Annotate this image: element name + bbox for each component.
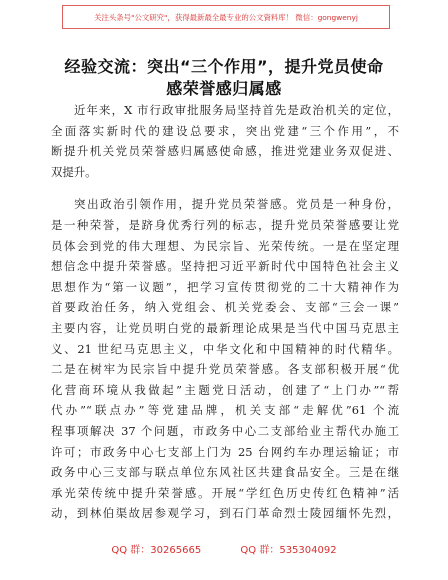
document-title-line-2: 感荣誉感归属感 (166, 79, 282, 98)
text-line: 全面落实新时代的建设总要求，突出党建“三个作用”，不 (51, 123, 399, 138)
text-line: 义、21 世纪马克思主义，中华文化和中国精神的时代精华。 (51, 341, 399, 356)
paragraph-2 (51, 194, 399, 524)
paragraph-1 (51, 100, 399, 182)
text-line: 化营商环境从我做起”主题党日活动，创建了“上门办”“帮 (51, 382, 399, 397)
document-title-line-1: 经验交流：突出“三个作用”，提升党员使命 (64, 57, 384, 76)
text-line: 是一种荣誉，是跻身优秀行列的标志，提升党员荣誉感要让党 (51, 217, 399, 232)
text-line: 断提升机关党员荣誉感归属感使命感，推进党建业务双促进、 (51, 144, 399, 159)
document-body (51, 100, 399, 524)
text-line: 动，到林伯渠故居参观学习，到石门革命烈士陵园缅怀先烈， (51, 506, 399, 521)
text-line: 思想作为“第一议题”，把学习宣传贯彻党的二十大精神作为 (51, 279, 399, 294)
text-line: 许可；市政务中心七支部上门为 25 台网约车办理运输证；市 (51, 444, 399, 459)
text-line: 突出政治引领作用，提升党员荣誉感。党员是一种身份， (74, 197, 399, 212)
footer (0, 541, 448, 556)
header-banner (62, 5, 390, 29)
text-line: 主要内容，让党员明白党的最新理论成果是当代中国马克思主 (51, 320, 399, 335)
text-line: 政务中心三支部与联点单位东风社区共建食品安全。三是在继 (51, 465, 399, 480)
footer-qq-group-1: QQ 群：30265665 (111, 545, 202, 556)
text-line: 双提升。 (51, 164, 97, 179)
header-banner-text: 关注头条号"公文研究"，获得最新最全最专业的公文資料库！ 微信：gongwenyj (94, 12, 358, 22)
text-line: 程事项解决 37 个问题，市政务中心二支部给业主帮代办施工 (51, 423, 399, 438)
text-line: 承光荣传统中提升荣誉感。开展“学红色历史传红色精神”活 (51, 485, 399, 500)
text-line: 代办”“联点办”等党建品牌，机关支部“走解优”61 个流 (51, 403, 399, 418)
text-line: 二是在树牢为民宗旨中提升党员荣誉感。各支部积极开展“优 (51, 362, 399, 377)
text-line: 首要政治任务，纳入党组会、机关党委会、支部“三会一课” (51, 300, 399, 315)
text-line: 近年来，X 市行政审批服务局坚持首先是政治机关的定位， (74, 103, 399, 117)
text-line: 员体会到党的伟大理想、为民宗旨、光荣传统。一是在坚定理 (51, 238, 399, 253)
text-line: 想信念中提升荣誉感。坚持把习近平新时代中国特色社会主义 (51, 259, 399, 274)
footer-qq-group-2: QQ 群：535304092 (240, 545, 337, 556)
